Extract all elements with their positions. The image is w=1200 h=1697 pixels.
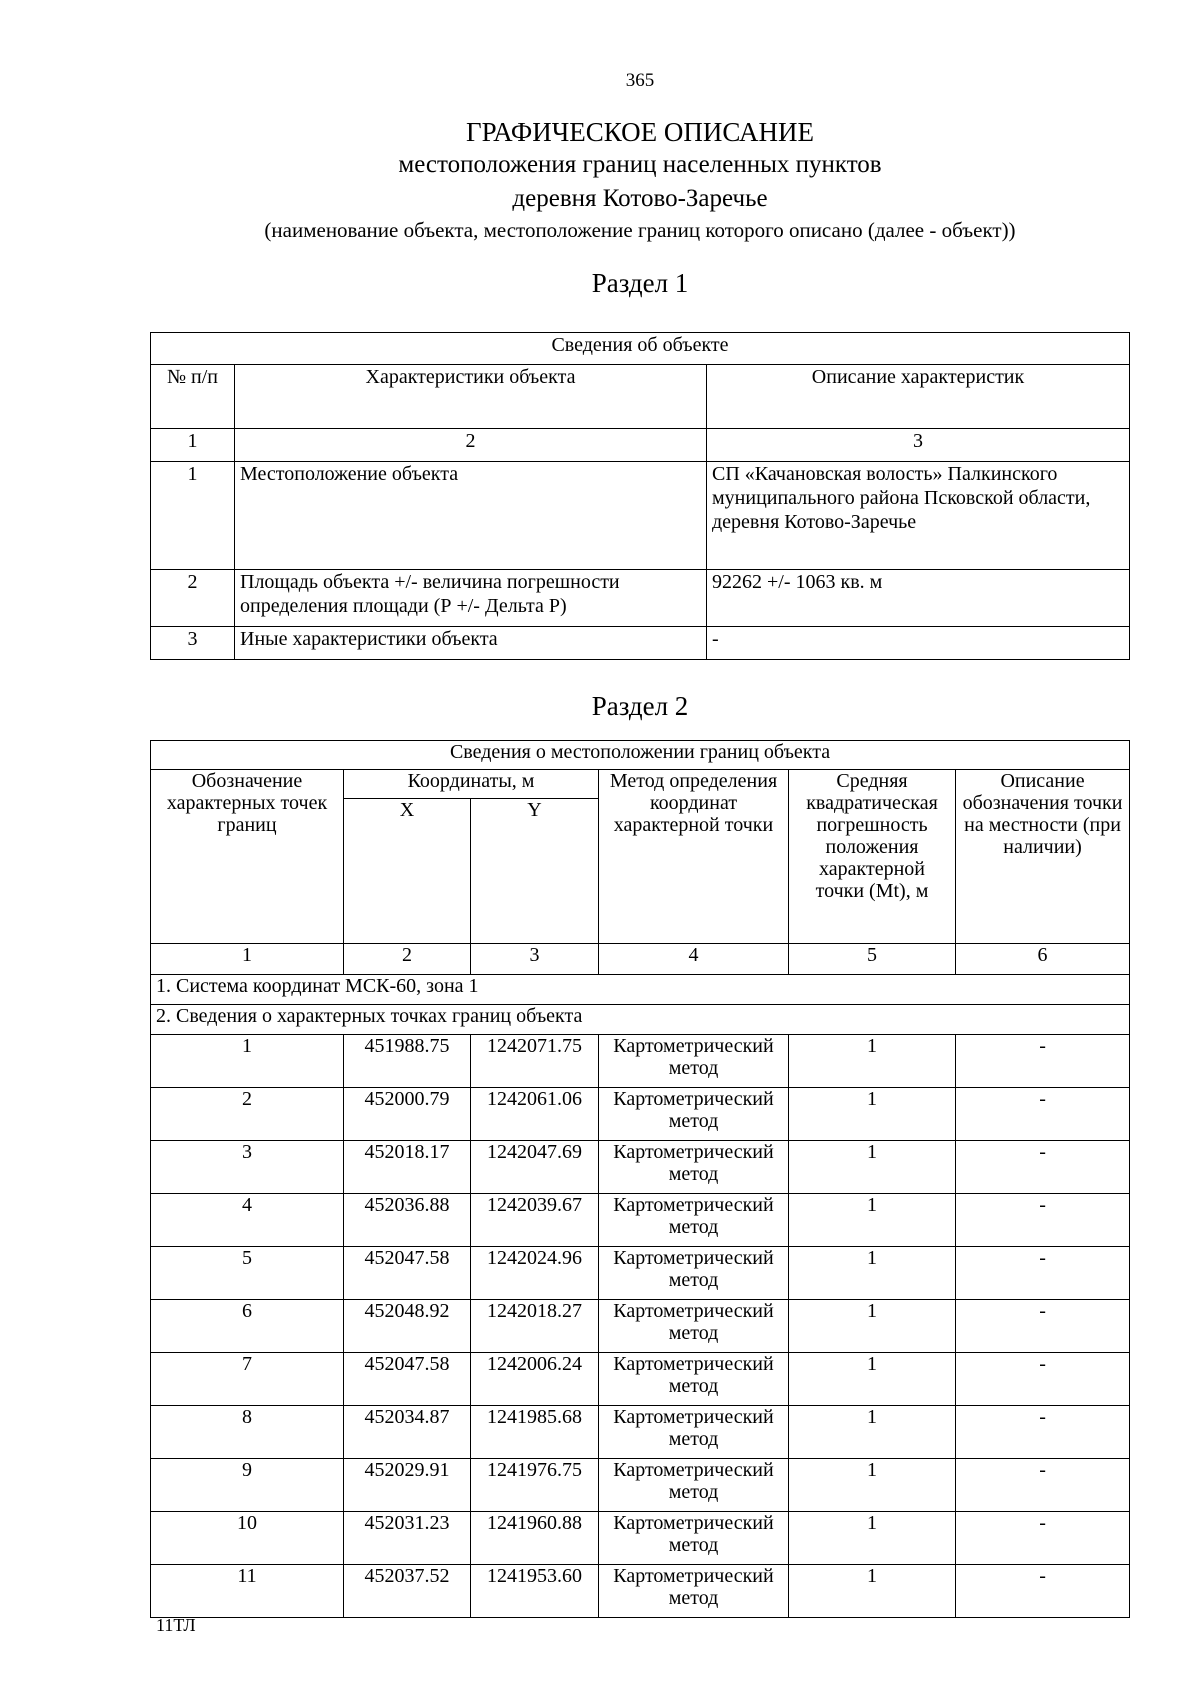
title-line-3: деревня Котово-Заречье bbox=[512, 185, 768, 212]
header-method: Метод определения координат характерной точки bbox=[599, 770, 789, 944]
column-number: 2 bbox=[235, 429, 707, 462]
table-row bbox=[151, 1088, 1130, 1141]
point-id: 1 bbox=[151, 1035, 344, 1088]
point-error: 1 bbox=[789, 1141, 956, 1194]
point-method: Картометрический метод bbox=[599, 1512, 789, 1565]
point-y: 1242018.27 bbox=[471, 1300, 599, 1353]
point-id: 8 bbox=[151, 1406, 344, 1459]
table-caption: Сведения о местоположении границ объекта bbox=[151, 741, 1130, 770]
point-x: 452034.87 bbox=[344, 1406, 471, 1459]
point-y: 1242071.75 bbox=[471, 1035, 599, 1088]
table-row bbox=[151, 1300, 1130, 1353]
footer-code: 11ТЛ bbox=[156, 1615, 196, 1635]
point-method: Картометрический метод bbox=[599, 1353, 789, 1406]
point-description: - bbox=[956, 1300, 1130, 1353]
header-error: Средняя квадратическая погрешность положения характерной точки (Mt), м bbox=[789, 770, 956, 944]
point-x: 452036.88 bbox=[344, 1194, 471, 1247]
title-note: (наименование объекта, местоположение границ которого описано (далее - объект)) bbox=[264, 218, 1016, 242]
point-method: Картометрический метод bbox=[599, 1194, 789, 1247]
point-method: Картометрический метод bbox=[599, 1035, 789, 1088]
boundary-coordinates-table bbox=[150, 740, 1130, 1618]
header-number: № п/п bbox=[151, 365, 235, 429]
document-title bbox=[0, 116, 1200, 244]
point-description: - bbox=[956, 1035, 1130, 1088]
point-id: 6 bbox=[151, 1300, 344, 1353]
point-description: - bbox=[956, 1194, 1130, 1247]
point-method: Картометрический метод bbox=[599, 1406, 789, 1459]
point-id: 3 bbox=[151, 1141, 344, 1194]
point-error: 1 bbox=[789, 1088, 956, 1141]
point-description: - bbox=[956, 1088, 1130, 1141]
row-description: 92262 +/- 1063 кв. м bbox=[707, 570, 1130, 627]
title-main: ГРАФИЧЕСКОЕ ОПИСАНИЕ bbox=[465, 117, 815, 147]
point-method: Картометрический метод bbox=[599, 1565, 789, 1618]
point-x: 452031.23 bbox=[344, 1512, 471, 1565]
table-row bbox=[151, 1565, 1130, 1618]
section-2-heading: Раздел 2 bbox=[591, 691, 689, 721]
table-row bbox=[151, 1406, 1130, 1459]
section-1-heading: Раздел 1 bbox=[591, 268, 689, 298]
point-error: 1 bbox=[789, 1565, 956, 1618]
table-row bbox=[151, 462, 1130, 570]
column-number: 1 bbox=[151, 429, 235, 462]
point-x: 452000.79 bbox=[344, 1088, 471, 1141]
row-characteristic: Местоположение объекта bbox=[235, 462, 707, 570]
point-description: - bbox=[956, 1247, 1130, 1300]
point-method: Картометрический метод bbox=[599, 1247, 789, 1300]
point-description: - bbox=[956, 1141, 1130, 1194]
point-x: 452037.52 bbox=[344, 1565, 471, 1618]
point-error: 1 bbox=[789, 1247, 956, 1300]
point-x: 452047.58 bbox=[344, 1247, 471, 1300]
table-row bbox=[151, 627, 1130, 660]
column-number: 5 bbox=[789, 944, 956, 975]
point-x: 452018.17 bbox=[344, 1141, 471, 1194]
point-y: 1241960.88 bbox=[471, 1512, 599, 1565]
point-method: Картометрический метод bbox=[599, 1300, 789, 1353]
header-y: Y bbox=[471, 799, 599, 944]
point-id: 5 bbox=[151, 1247, 344, 1300]
table-row bbox=[151, 1035, 1130, 1088]
points-body bbox=[151, 1035, 1130, 1618]
point-error: 1 bbox=[789, 1194, 956, 1247]
table-caption: Сведения об объекте bbox=[151, 333, 1130, 365]
point-y: 1242006.24 bbox=[471, 1353, 599, 1406]
row-characteristic: Площадь объекта +/- величина погрешности определения площади (Р +/- Дельта Р) bbox=[235, 570, 707, 627]
table-row bbox=[151, 1353, 1130, 1406]
point-description: - bbox=[956, 1565, 1130, 1618]
title-line-2: местоположения границ населенных пунктов bbox=[398, 151, 882, 178]
point-error: 1 bbox=[789, 1300, 956, 1353]
point-method: Картометрический метод bbox=[599, 1088, 789, 1141]
row-number: 2 bbox=[151, 570, 235, 627]
table-row bbox=[151, 1194, 1130, 1247]
point-id: 2 bbox=[151, 1088, 344, 1141]
table-row bbox=[151, 1512, 1130, 1565]
page-number: 365 bbox=[625, 70, 655, 91]
point-error: 1 bbox=[789, 1512, 956, 1565]
point-y: 1242024.96 bbox=[471, 1247, 599, 1300]
point-id: 7 bbox=[151, 1353, 344, 1406]
point-error: 1 bbox=[789, 1406, 956, 1459]
point-y: 1242047.69 bbox=[471, 1141, 599, 1194]
point-error: 1 bbox=[789, 1353, 956, 1406]
point-error: 1 bbox=[789, 1459, 956, 1512]
row-number: 1 bbox=[151, 462, 235, 570]
point-description: - bbox=[956, 1512, 1130, 1565]
point-description: - bbox=[956, 1406, 1130, 1459]
point-error: 1 bbox=[789, 1035, 956, 1088]
point-description: - bbox=[956, 1353, 1130, 1406]
header-coordinates: Координаты, м bbox=[344, 770, 599, 799]
point-x: 452029.91 bbox=[344, 1459, 471, 1512]
point-id: 4 bbox=[151, 1194, 344, 1247]
header-x: X bbox=[344, 799, 471, 944]
header-description: Описание характеристик bbox=[707, 365, 1130, 429]
point-id: 11 bbox=[151, 1565, 344, 1618]
table-row bbox=[151, 1459, 1130, 1512]
point-x: 452048.92 bbox=[344, 1300, 471, 1353]
object-info-table bbox=[150, 332, 1130, 660]
row-description: СП «Качановская волость» Палкинского муниципального района Псковской области, деревня Котово-Заречье bbox=[707, 462, 1130, 570]
point-y: 1242061.06 bbox=[471, 1088, 599, 1141]
column-number: 2 bbox=[344, 944, 471, 975]
point-id: 9 bbox=[151, 1459, 344, 1512]
point-id: 10 bbox=[151, 1512, 344, 1565]
point-y: 1241985.68 bbox=[471, 1406, 599, 1459]
point-y: 1241953.60 bbox=[471, 1565, 599, 1618]
point-y: 1242039.67 bbox=[471, 1194, 599, 1247]
header-description: Описание обозначения точки на местности (при наличии) bbox=[956, 770, 1130, 944]
point-method: Картометрический метод bbox=[599, 1459, 789, 1512]
header-designation: Обозначение характерных точек границ bbox=[151, 770, 344, 944]
point-x: 451988.75 bbox=[344, 1035, 471, 1088]
column-number: 3 bbox=[707, 429, 1130, 462]
table-row bbox=[151, 1247, 1130, 1300]
points-section-row: 2. Сведения о характерных точках границ объекта bbox=[151, 1005, 1130, 1035]
row-number: 3 bbox=[151, 627, 235, 660]
column-number: 6 bbox=[956, 944, 1130, 975]
point-x: 452047.58 bbox=[344, 1353, 471, 1406]
column-number: 4 bbox=[599, 944, 789, 975]
coordinate-system-row: 1. Система координат МСК-60, зона 1 bbox=[151, 975, 1130, 1005]
point-y: 1241976.75 bbox=[471, 1459, 599, 1512]
header-characteristic: Характеристики объекта bbox=[235, 365, 707, 429]
row-characteristic: Иные характеристики объекта bbox=[235, 627, 707, 660]
row-description: - bbox=[707, 627, 1130, 660]
point-method: Картометрический метод bbox=[599, 1141, 789, 1194]
table-row bbox=[151, 1141, 1130, 1194]
table-row bbox=[151, 570, 1130, 627]
column-number: 3 bbox=[471, 944, 599, 975]
point-description: - bbox=[956, 1459, 1130, 1512]
column-number: 1 bbox=[151, 944, 344, 975]
